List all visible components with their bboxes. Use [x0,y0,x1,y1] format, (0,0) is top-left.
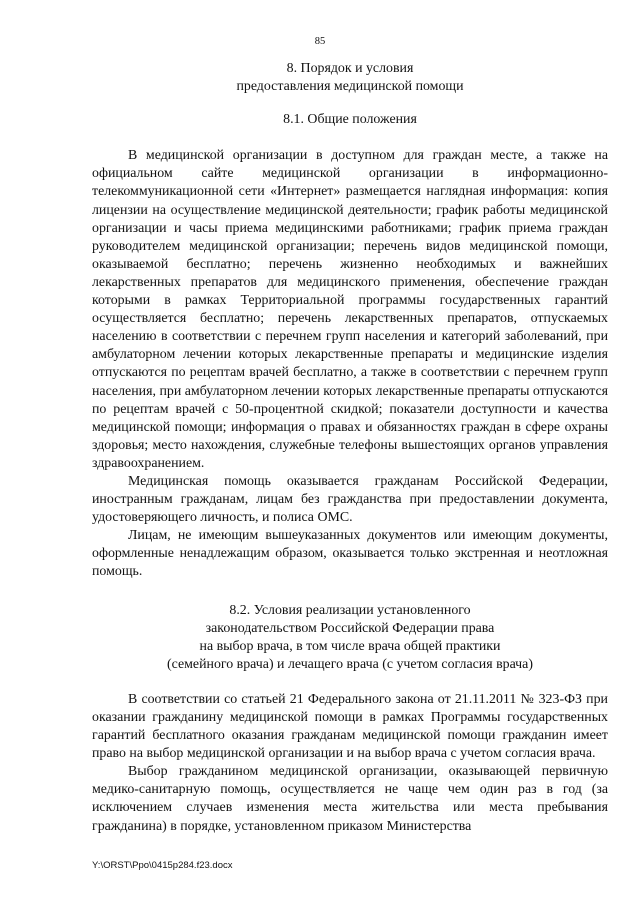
subsection-heading-line: на выбор врача, в том числе врача общей практики [199,638,501,654]
paragraph-eligibility: Медицинская помощь оказывается гражданам Российской Федерации, иностранным гражданам, лицам без гражданства при предоставлении документа, удостоверяющего личность, и полиса ОМС. [92,473,608,526]
page-number: 85 [314,36,326,47]
subsection-heading-line: 8.2. Условия реализации установленного [229,602,471,618]
paragraph-choice-procedure: Выбор гражданином медицинской организации, оказывающей первичную медико-санитарную помощь, осуществляется не чаще чем один раз в год (за исключением случаев изменения места жительства или места пребывания гражданина) в порядке, установленном приказом Министерства [92,764,608,834]
subsection-heading-choice-of-doctor [92,602,608,674]
paragraph-legal-basis: В соответствии со статьей 21 Федерального закона от 21.11.2011 № 323-ФЗ при оказании гражданину медицинской помощи в рамках Программы государственных гарантий бесплатного оказания гражданам медицинской помощи гражданин имеет право на выбор медицинской организации и на выбор врача с учетом согласия врача. [92,691,608,762]
footer-file-path: Y:\ORST\Ppo\0415p284.f23.docx [92,860,233,871]
section-heading-line: 8. Порядок и условия [286,61,414,76]
subsection-heading-general [92,111,608,129]
paragraph-emergency-care: Лицам, не имеющим вышеуказанных документов или имеющим документы, оформленные ненадлежащим образом, оказывается только экстренная и неотложная помощь. [92,528,608,580]
document-body [92,60,608,836]
subsection-heading-line: законодательством Российской Федерации права [205,620,495,636]
section-heading-line: предоставления медицинской помощи [236,79,464,95]
paragraph-info-disclosure: В медицинской организации в доступном для граждан месте, а также на официальном сайте медицинской организации в информационно-телекоммуникационной сети «Интернет» размещается наглядная информация: копия лицензии на осуществление медицинской деятельности; график работы медицинской организации и часы приема медицинскими работниками; график приема граждан руководителем медицинской организации; перечень видов медицинской помощи, оказываемой бесплатно; перечень жизненно необходимых и важнейших лекарственных препаратов для медицинского применения, обеспечение граждан которыми в рамках Территориальной программы государственных гарантий осуществляется бесплатно; перечень лекарственных препаратов, отпускаемых населению в соответствии с перечнем групп населения и категорий заболеваний, при амбулаторном лечении которых лекарственные препараты и медицинские изделия отпускаются по рецептам врачей бесплатно, а также в соответствии с перечнем групп населения, при амбулаторном лечении которых лекарственные препараты отпускаются по рецептам врачей с 50-процентной скидкой; показатели доступности и качества медицинской помощи; информация о правах и обязанностях граждан в сфере охраны здоровья; место нахождения, служебные телефоны вышестоящих органов управления здравоохранением. [92,148,608,471]
section-heading [92,60,608,96]
subsection-heading-line: 8.1. Общие положения [283,112,417,128]
subsection-heading-line: (семейного врача) и лечащего врача (с учетом согласия врача) [167,656,533,672]
